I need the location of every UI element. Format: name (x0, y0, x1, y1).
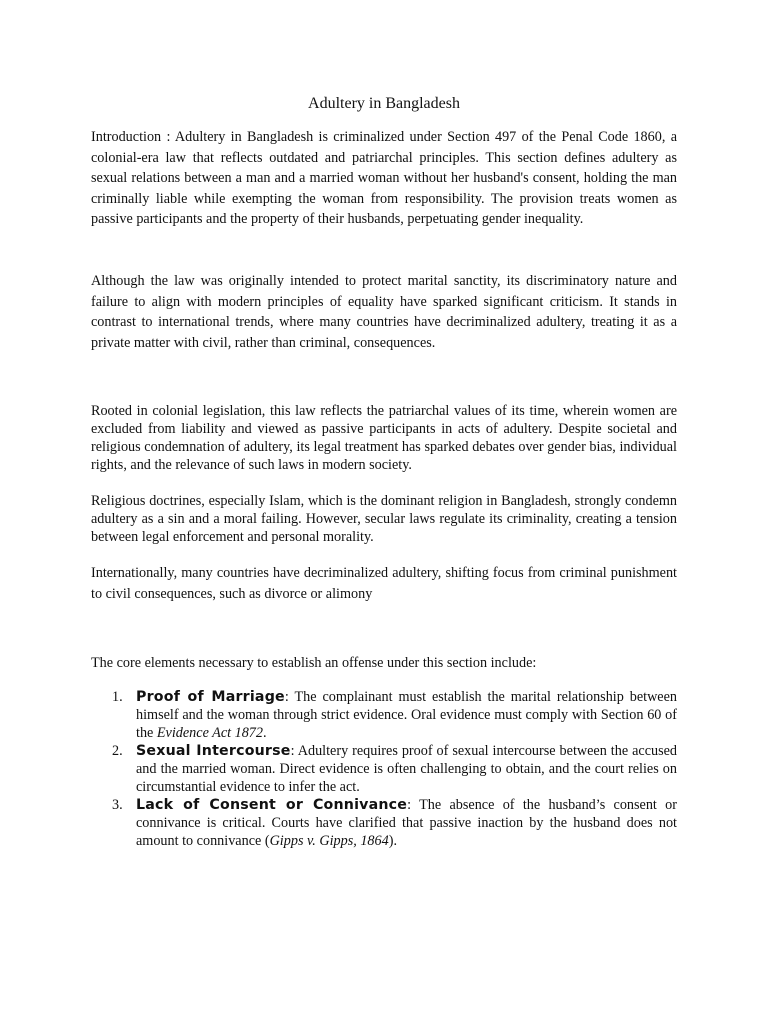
paragraph-criticism: Although the law was originally intended to protect marital sanctity, its discriminatory nature and failure to align with modern principles of equality have sparked significant criticism. It stands in contrast to international trends, where many countries have decriminalized adultery, treating it as a private matter with civil, rather than criminal, consequences. (91, 273, 677, 351)
paragraph-introduction: Introduction : Adultery in Bangladesh is criminalized under Section 497 of the Penal Code 1860, a colonial-era law that reflects outdated and patriarchal principles. This section defines adultery as sexual relations between a man and a married woman without her husband's consent, holding the man criminally liable while exempting the woman from responsibility. The provision treats women as passive participants and the property of their husbands, perpetuating gender inequality. (91, 129, 677, 227)
paragraph-religious-doctrines: Religious doctrines, especially Islam, which is the dominant religion in Bangladesh, strongly condemn adultery as a sin and a moral failing. However, secular laws regulate its criminality, creating a tension between legal enforcement and personal morality. (91, 493, 677, 545)
list-item-tail: . (263, 725, 267, 741)
list-item-tail: ). (388, 833, 397, 849)
list-item (112, 688, 677, 742)
list-item-term: Lack of Consent or Connivance (136, 797, 408, 813)
paragraph-core-elements-intro: The core elements necessary to establish an offense under this section include: (91, 655, 537, 671)
list-item-text: : The complainant must establish the marital relationship between himself and the woman through strict evidence. Oral evidence must comply with Section 60 of the (136, 689, 677, 741)
list-item-citation: Evidence Act 1872 (156, 725, 263, 741)
document-title: Adultery in Bangladesh (308, 95, 460, 112)
list-item-number: 1. (112, 689, 123, 705)
list-item-term: Sexual Intercourse (136, 743, 291, 759)
paragraph-international: Internationally, many countries have decriminalized adultery, shifting focus from criminal punishment to civil consequences, such as divorce or alimony (91, 565, 677, 602)
list-item-term: Proof of Marriage (136, 689, 285, 705)
paragraph-colonial-roots: Rooted in colonial legislation, this law reflects the patriarchal values of its time, wherein women are excluded from liability and viewed as passive participants in acts of adultery. Despite societal and religious condemnation of adultery, its legal treatment has sparked debates over gender bias, individual rights, and the relevance of such laws in modern society. (91, 403, 677, 473)
list-item (112, 742, 677, 796)
list-item-citation: Gipps v. Gipps, 1864 (269, 833, 389, 849)
list-item-text: : Adultery requires proof of sexual intercourse between the accused and the married woman. Direct evidence is often challenging to obtain, and the court relies on circumstantial evidence to infer the act. (136, 743, 677, 795)
list-item-number: 2. (112, 743, 123, 759)
list-item (112, 796, 677, 850)
list-item-text: : The absence of the husband’s consent or connivance is critical. Courts have clarified that passive inaction by the husband does not amount to connivance ( (136, 797, 677, 849)
list-item-number: 3. (112, 797, 123, 813)
core-elements-list (112, 688, 677, 850)
